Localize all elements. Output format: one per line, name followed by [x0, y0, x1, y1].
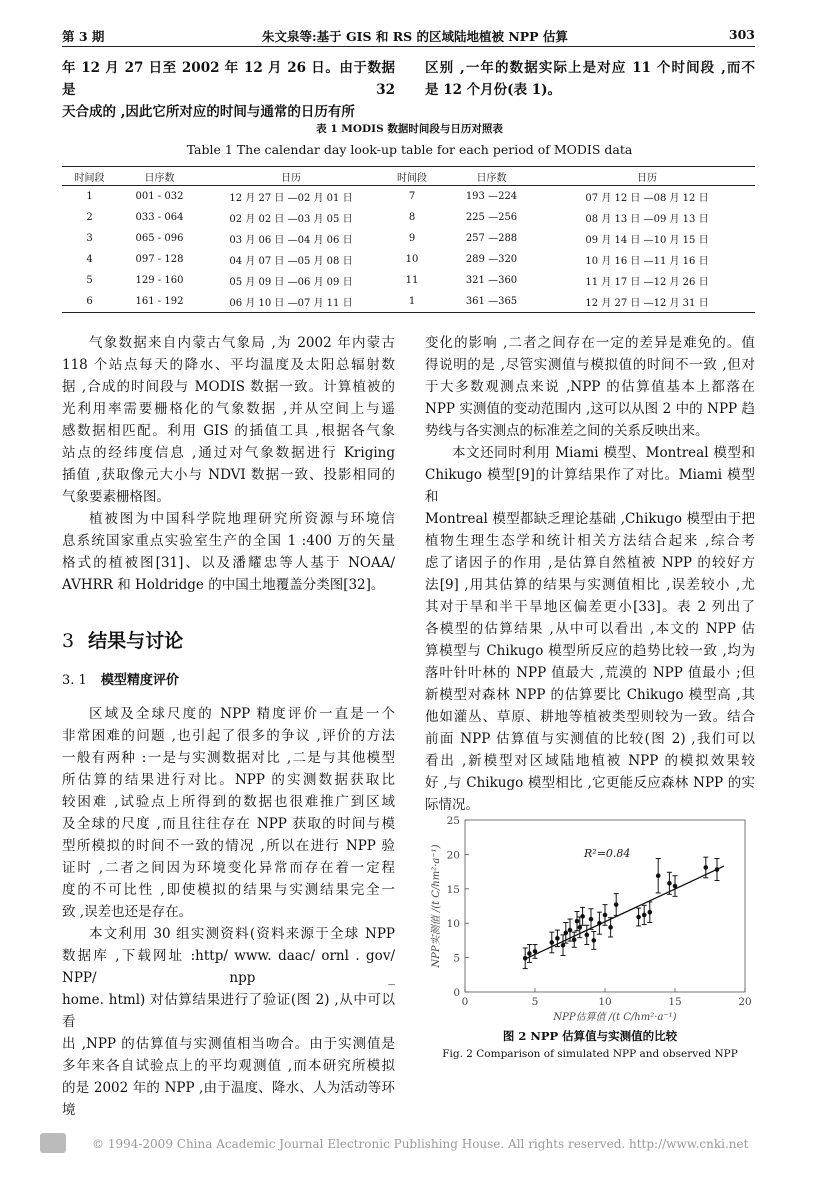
data-point	[533, 949, 538, 954]
data-point	[597, 921, 602, 926]
left-column-intro	[62, 332, 395, 596]
y-tick-label: 20	[446, 849, 460, 862]
y-tick-label: 15	[446, 883, 460, 896]
figure2-caption-en: Fig. 2 Comparison of simulated NPP and observed NPP	[442, 1048, 738, 1060]
table-cell: 04 月 07 日 —05 月 08 日	[229, 256, 353, 267]
table1-caption-en: Table 1 The calendar day look-up table for each period of MODIS data	[186, 142, 633, 157]
text-line: 是 12 个月份(表 1)。	[425, 82, 562, 98]
x-tick-label: 10	[598, 996, 612, 1008]
data-point	[656, 873, 661, 878]
cnki-logo-icon	[40, 1133, 66, 1153]
text-line: 本文还同时利用 Miami 模型、Montreal 模型和	[452, 445, 755, 461]
table-cell: 09 月 14 日 —10 月 15 日	[585, 235, 709, 246]
table-cell: 8	[408, 212, 416, 223]
data-point	[636, 915, 641, 920]
text-line: 其对于旱和半干旱地区偏差更小[33]。表 2 列出了	[425, 599, 755, 615]
text-line: 他如灌丛、草原、耕地等植被类型则较为一致。结合	[425, 709, 755, 725]
table-cell: 065 - 096	[135, 233, 184, 244]
table-row	[62, 207, 755, 228]
section-number: 3	[62, 630, 75, 652]
table-cell: 02 月 02 日 —03 月 05 日	[229, 214, 353, 225]
text-line: 各模型的估算结果 ,从中可以看出 ,本文的 NPP 估	[425, 621, 755, 637]
data-point	[589, 917, 594, 922]
text-line: 数据库 ,下载网址 :http/ www. daac/ ornl . gov/ NPP/ npp _	[62, 948, 395, 986]
text-line: 118 个站点每天的降水、平均温度及太阳总辐射数	[62, 357, 395, 373]
table-header-cell: 时间段	[380, 167, 444, 186]
top-right-paragraph	[425, 57, 755, 101]
text-line: 年 12 月 27 日至 2002 年 12 月 26 日。由于数据是 32	[62, 60, 395, 98]
text-line: 区域及全球尺度的 NPP 精度评价一直是一个	[89, 706, 395, 722]
table-cell: 12 月 27 日 —02 月 01 日	[229, 193, 353, 204]
table-row	[62, 291, 755, 313]
subsection-title: 模型精度评价	[100, 673, 179, 688]
table-cell: 193 —224	[465, 191, 518, 202]
page-number: 303	[728, 27, 755, 42]
table-row	[62, 186, 755, 208]
data-point	[704, 865, 709, 870]
text-line: home. html) 对估算结果进行了验证(图 2) ,从中可以看	[62, 992, 395, 1030]
text-line: 所估算的结果进行对比。NPP 的实测数据获取比	[62, 772, 395, 788]
text-line: 感数据相匹配。利用 GIS 的插值工具 ,根据各气象	[62, 423, 395, 439]
table-row	[62, 228, 755, 249]
table-cell: 07 月 12 日 —08 月 12 日	[585, 193, 709, 204]
data-point	[575, 919, 580, 924]
data-point	[580, 914, 585, 919]
y-tick-label: 5	[453, 952, 460, 965]
section-heading	[62, 626, 183, 653]
table-header-cell: 日历	[539, 167, 755, 186]
text-line: 型所模拟的时间不一致的情况 ,所以在进行 NPP 验	[62, 838, 395, 854]
text-line: 算模型与 Chikugo 模型所反应的趋势比较一致 ,均为	[425, 643, 755, 659]
text-line: 前面 NPP 估算值与实测值的比较(图 2) ,我们可以	[425, 731, 755, 747]
running-title: 朱文泉等:基于 GIS 和 RS 的区域陆地植被 NPP 估算	[262, 29, 568, 44]
table-cell: 1	[86, 191, 93, 202]
table-cell: 361 —365	[444, 291, 539, 313]
text-line: 区别 ,一年的数据实际上是对应 11 个时间段 ,而不	[425, 60, 755, 76]
text-line: 度的不可比性 ,即使模拟的结果与实测结果完全一	[62, 882, 395, 898]
table-cell: 2	[86, 212, 93, 223]
y-tick-label: 10	[446, 918, 460, 931]
data-point	[564, 931, 569, 936]
table-cell: 10 月 16 日 —11 月 16 日	[585, 256, 709, 267]
table-cell: 001 - 032	[135, 191, 184, 202]
table-cell: 161 - 192	[117, 291, 202, 313]
text-line: 插值 ,获取像元大小与 NDVI 数据一致、投影相同的	[62, 467, 395, 483]
text-line: 植被图为中国科学院地理研究所资源与环境信	[89, 511, 395, 527]
table-cell: 321 —360	[465, 275, 518, 286]
table-cell: 10	[405, 254, 419, 265]
text-line: 植物生理生态学和统计相关方法结合起来 ,综合考	[425, 533, 755, 549]
table-cell: 11 月 17 日 —12 月 26 日	[585, 277, 709, 288]
trend-line	[524, 866, 724, 960]
page-footer	[40, 1133, 780, 1157]
x-tick-label: 15	[668, 996, 682, 1008]
text-line: 格式的植被图[31]、以及潘耀忠等人基于 NOAA/	[62, 555, 395, 571]
table-header-cell: 时间段	[62, 167, 117, 186]
table-row	[62, 270, 755, 291]
table-cell: 05 月 09 日 —06 月 09 日	[229, 277, 353, 288]
table-cell: 06 月 10 日 —07 月 11 日	[202, 291, 380, 313]
text-line: 气象要素栅格图。	[62, 489, 170, 505]
text-line: 出 ,NPP 的估算值与实测值相当吻合。由于实测值是	[62, 1036, 395, 1052]
table-cell: 6	[62, 291, 117, 313]
table-cell: 12 月 27 日 —12 月 31 日	[539, 291, 755, 313]
text-line: 气象数据来自内蒙古气象局 ,为 2002 年内蒙古	[89, 335, 395, 351]
figure2-scatter-chart	[425, 812, 755, 1027]
text-line: 变化的影响 ,二者之间存在一定的差异是难免的。值	[425, 335, 755, 351]
table-cell: 4	[86, 254, 93, 265]
data-point	[592, 938, 597, 943]
r-squared-annotation: R²=0.84	[584, 847, 631, 861]
text-line: 一般有两种 :一是与实测数据对比 ,二是与其他模型	[62, 750, 395, 766]
table-row	[62, 249, 755, 270]
table-header-cell: 日序数	[444, 167, 539, 186]
data-point	[568, 928, 573, 933]
right-column-text	[425, 332, 755, 816]
text-line: 于大多数观测点来说 ,NPP 的估算值基本上都落在	[425, 379, 755, 395]
y-tick-label: 25	[446, 815, 460, 827]
data-point	[603, 913, 608, 918]
table-cell: 129 - 160	[135, 275, 184, 286]
left-column-evaluation	[62, 703, 395, 1121]
figure2-caption-cn: 图 2 NPP 估算值与实测值的比较	[502, 1029, 678, 1043]
data-point	[550, 940, 555, 945]
data-point	[667, 881, 672, 886]
text-line: 新模型对森林 NPP 的估算要比 Chikugo 模型高 ,其	[425, 687, 755, 703]
table1-caption-cn: 表 1 MODIS 数据时间段与日历对照表	[316, 123, 503, 135]
subsection-number: 3. 1	[62, 673, 87, 688]
table-cell: 289 —320	[465, 254, 518, 265]
data-point	[715, 867, 720, 872]
text-line: 证时 ,二者之间因为环境变化异常而存在着一定程	[62, 860, 395, 876]
text-line: 法[9] ,用其估算的结果与实测值相比 ,误差较小 ,尤	[425, 577, 755, 593]
y-axis-label: NPP实测值 /(t C/hm²·a⁻¹)	[431, 844, 442, 968]
text-line: 好 ,与 Chikugo 模型相比 ,它更能反应森林 NPP 的实	[425, 775, 755, 791]
table-header-cell: 日序数	[117, 167, 202, 186]
text-line: 致 ,误差也还是存在。	[62, 904, 193, 920]
top-left-paragraph	[62, 57, 395, 123]
table-cell: 033 - 064	[135, 212, 184, 223]
x-tick-label: 0	[461, 996, 469, 1008]
table-cell: 7	[408, 191, 416, 202]
modis-period-table	[62, 166, 755, 313]
table-cell: 257 —288	[465, 233, 518, 244]
y-tick-label: 0	[453, 987, 460, 999]
text-line: 光利用率需要栅格化的气象数据 ,并从空间上与遥	[62, 401, 395, 417]
data-point	[523, 956, 528, 961]
text-line: 落叶针叶林的 NPP 值最大 ,荒漠的 NPP 值最小 ;但	[425, 665, 755, 681]
x-axis-label: NPP估算值 /(t C/hm²·a⁻¹)	[553, 1012, 677, 1023]
data-point	[527, 951, 532, 956]
text-line: 多年来各自试验点上的平均观测值 ,而本研究所模拟	[62, 1058, 395, 1074]
x-tick-label: 20	[738, 996, 752, 1008]
table-cell: 5	[86, 275, 93, 286]
data-point	[608, 925, 613, 930]
data-point	[585, 933, 590, 938]
text-line: 的是 2002 年的 NPP ,由于温度、降水、人为活动等环境	[62, 1080, 395, 1118]
header-rule	[62, 46, 755, 47]
table-cell: 097 - 128	[135, 254, 184, 265]
data-point	[673, 884, 678, 889]
x-tick-label: 5	[531, 996, 539, 1008]
table-cell: 1	[380, 291, 444, 313]
text-line: 本文利用 30 组实测资料(资料来源于全球 NPP	[89, 926, 395, 942]
data-point	[642, 913, 647, 918]
text-line: 非常困难的问题 ,也引起了很多的争议 ,评价的方法	[62, 728, 395, 744]
text-line: 较困难 ,试验点上所得到的数据也很难推广到区域	[62, 794, 395, 810]
text-line: Montreal 模型都缺乏理论基础 ,Chikugo 模型由于把	[425, 511, 755, 527]
copyright-notice: © 1994-2009 China Academic Journal Electronic Publishing House. All rights reserved. http://www.cnki.net	[92, 1137, 749, 1151]
text-line: 及全球的尺度 ,而且往往存在 NPP 获取的时间与模	[62, 816, 395, 832]
running-header	[62, 25, 755, 45]
text-line: 息系统国家重点实验室生产的全国 1 :400 万的矢量	[62, 533, 395, 549]
table-cell: 03 月 06 日 —04 月 06 日	[229, 235, 353, 246]
text-line: 看出 ,新模型对区域陆地植被 NPP 的模拟效果较	[425, 753, 755, 769]
data-point	[648, 910, 653, 915]
text-line: NPP 实测值的变动范围内 ,这可以从图 2 中的 NPP 趋	[425, 401, 755, 417]
text-line: 天合成的 ,因此它所对应的时间与通常的日历有所	[62, 104, 355, 120]
text-line: AVHRR 和 Holdridge 的中国土地覆盖分类图[32]。	[62, 577, 385, 593]
data-point	[572, 937, 577, 942]
text-line: 得说明的是 ,尽管实测值与模拟值的时间不一致 ,但对	[425, 357, 755, 373]
table-cell: 3	[86, 233, 93, 244]
text-line: 势线与各实测点的标准差之间的关系反映出来。	[425, 423, 709, 439]
table-cell: 11	[405, 275, 419, 286]
subsection-heading	[62, 669, 179, 688]
text-line: 站点的经纬度信息 ,通过对气象数据进行 Kriging	[62, 445, 395, 461]
text-line: 据 ,合成的时间段与 MODIS 数据一致。计算植被的	[62, 379, 395, 395]
table-cell: 225 —256	[465, 212, 518, 223]
table-header-cell: 日历	[202, 167, 380, 186]
section-title: 结果与讨论	[88, 630, 184, 652]
data-point	[614, 902, 619, 907]
text-line: 际情况。	[425, 797, 479, 813]
text-line: Chikugo 模型[9]的计算结果作了对比。Miami 模型和	[425, 467, 755, 505]
text-line: 虑了诸因子的作用 ,是估算自然植被 NPP 的较好方	[425, 555, 755, 571]
table-cell: 9	[408, 233, 416, 244]
journal-issue: 第 3 期	[62, 29, 105, 44]
data-point	[555, 936, 560, 941]
table-cell: 08 月 13 日 —09 月 13 日	[585, 214, 709, 225]
